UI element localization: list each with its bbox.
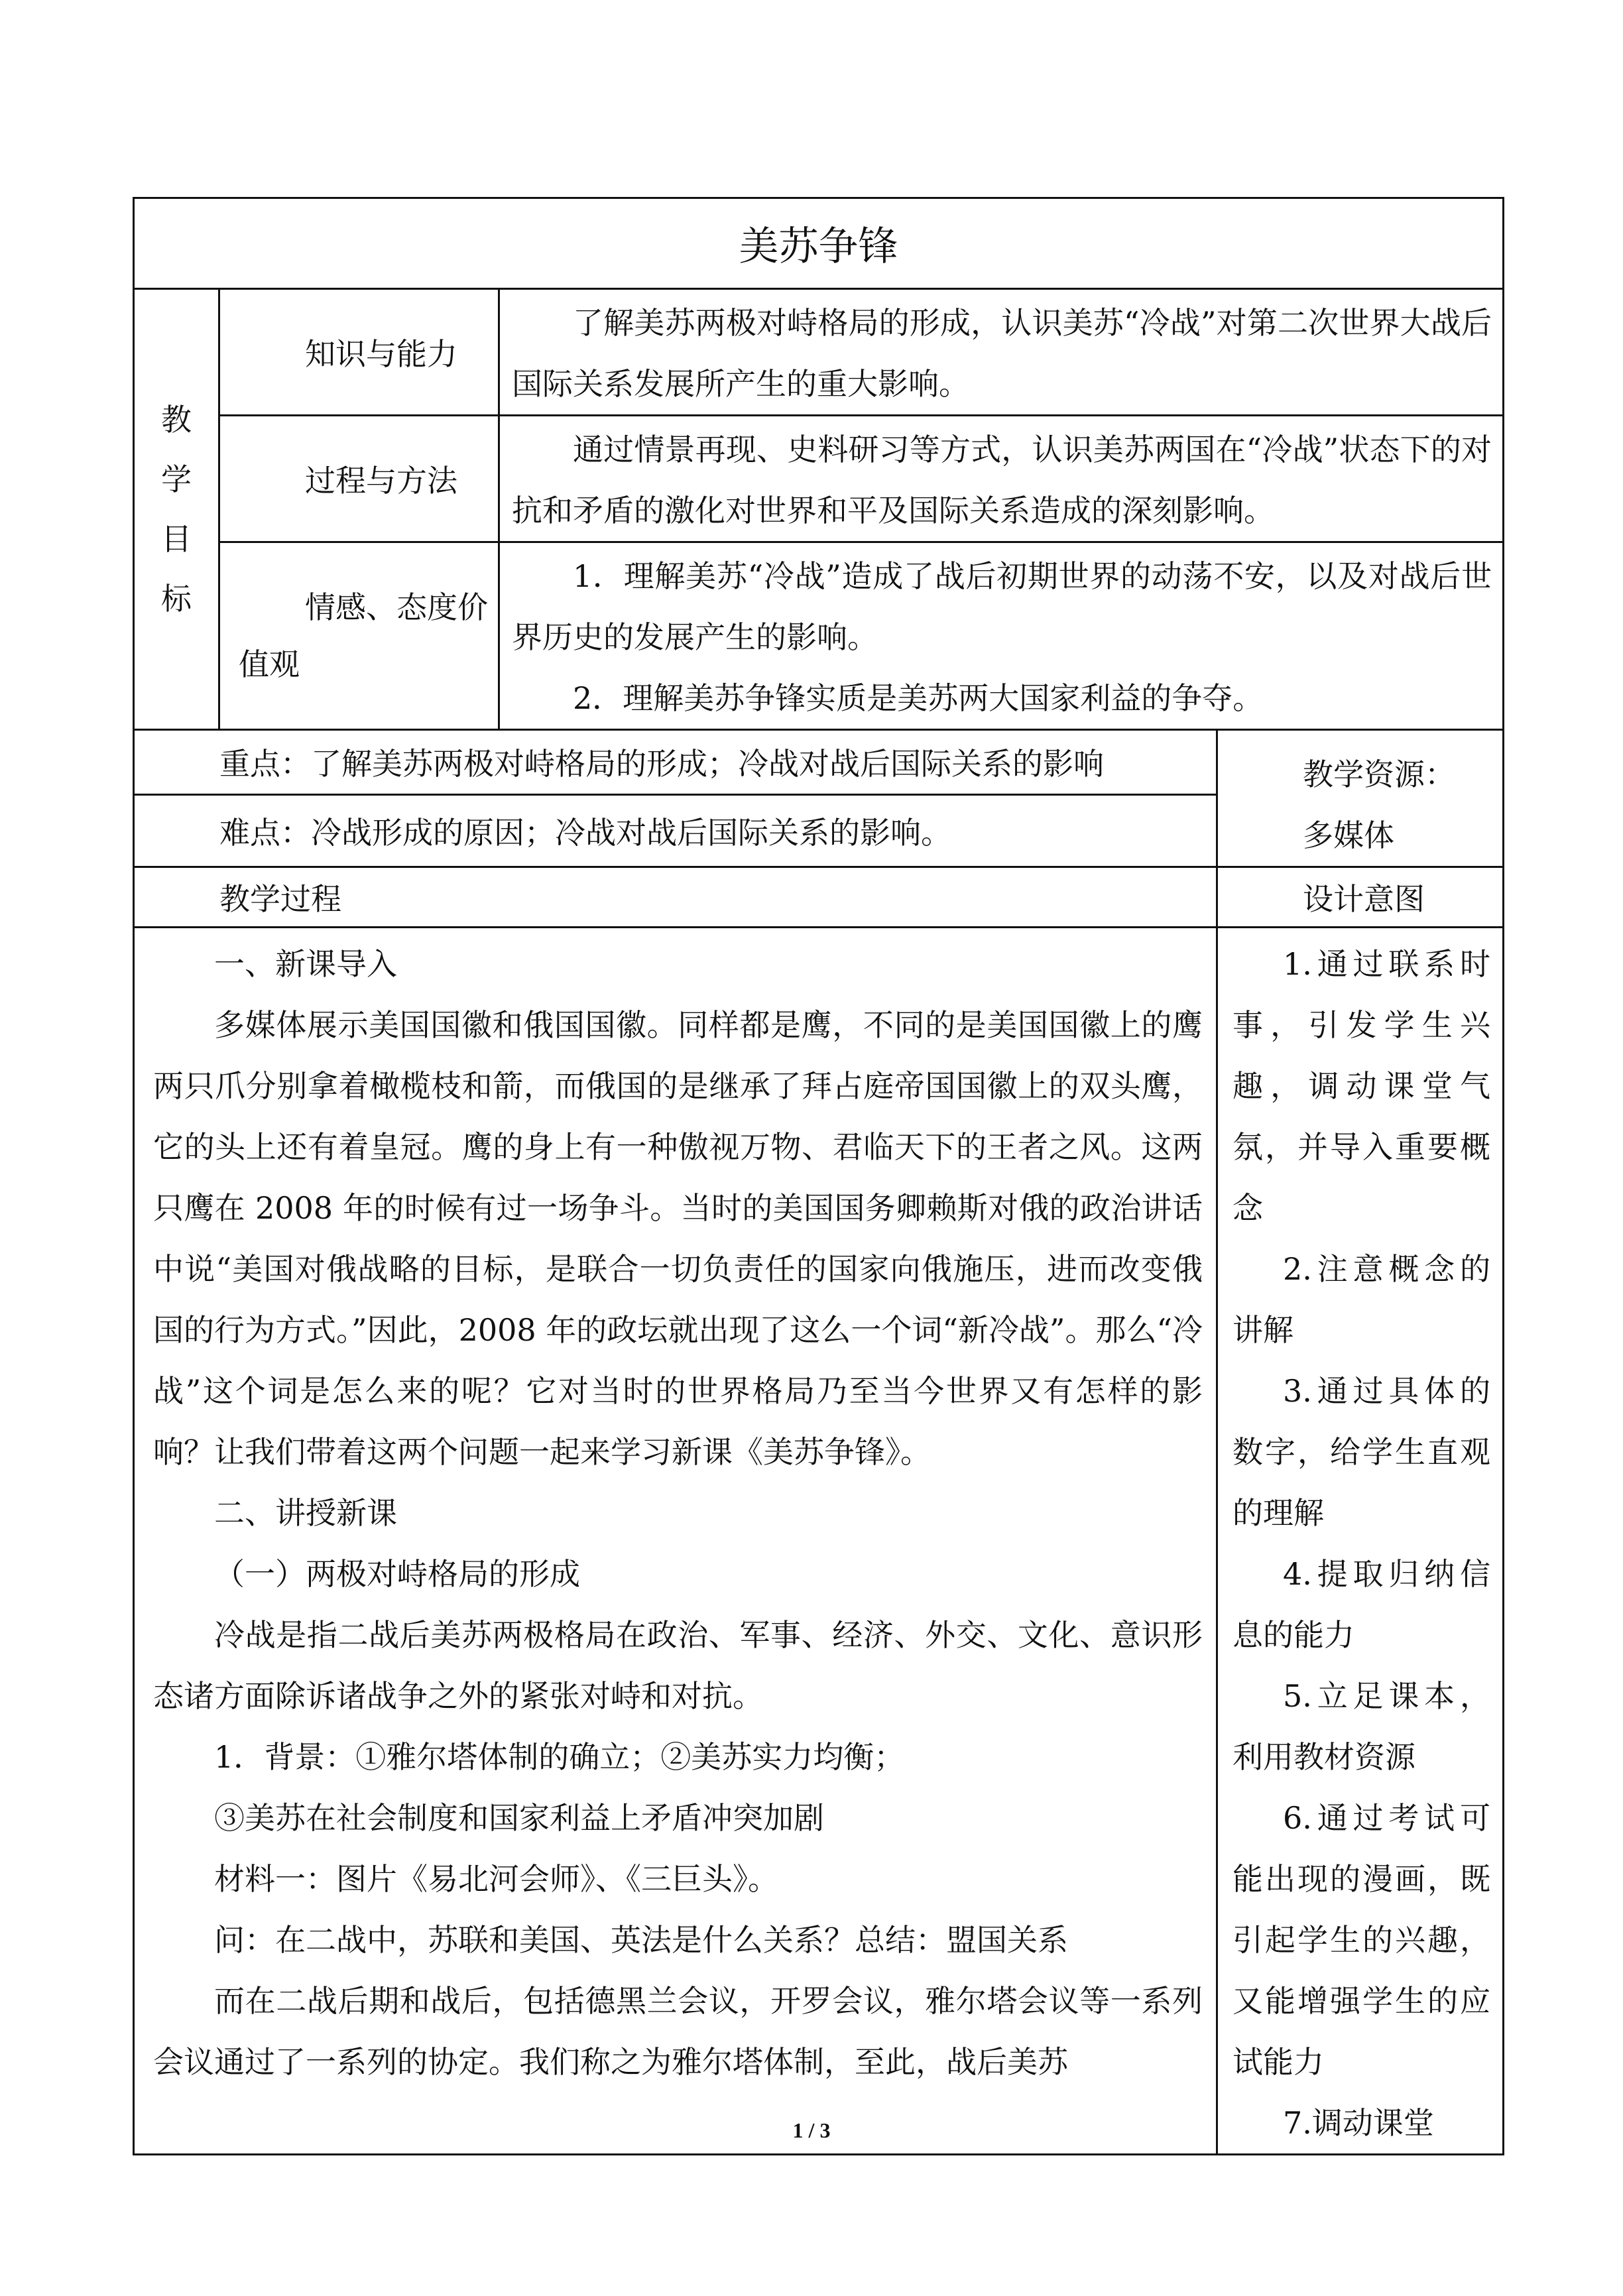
process-para-2: 二、讲授新课: [214, 1495, 397, 1531]
objective-row-knowledge: [134, 289, 1504, 416]
process-para-7: 材料一：图片《易北河会师》、《三巨头》。: [214, 1861, 778, 1897]
design-note-7: 7.调动课堂: [1283, 2105, 1434, 2141]
process-header: 教学过程: [134, 867, 1217, 928]
design-note-6: 6.通过考试可能出现的漫画，既引起学生的兴趣，又能增强学生的应试能力: [1232, 1800, 1490, 2080]
objectives-label: 教 学 目 标: [134, 289, 219, 730]
design-note-5: 5.立足课本，利用教材资源: [1232, 1678, 1490, 1775]
process-para-5: 1．背景：①雅尔塔体制的确立；②美苏实力均衡；: [214, 1739, 905, 1775]
design-note-2: 2.注意概念的讲解: [1232, 1251, 1490, 1348]
design-content: [1217, 928, 1504, 2155]
objective-text-knowledge: 了解美苏两极对峙格局的形成，认识美苏“冷战”对第二次世界大战后国际关系发展所产生的重大影响。: [499, 289, 1504, 416]
process-content-row: [134, 928, 1504, 2155]
process-content: [134, 928, 1217, 2155]
focus-row: [134, 730, 1504, 795]
objective-text-process: 通过情景再现、史料研习等方式，认识美苏两国在“冷战”状态下的对抗和矛盾的激化对世界和平及国际关系造成的深刻影响。: [499, 416, 1504, 542]
design-note-4: 4.提取归纳信息的能力: [1232, 1556, 1490, 1653]
objective-row-process: [134, 416, 1504, 542]
resources-value: 多媒体: [1303, 817, 1394, 853]
objective-emotion-point-2: 2．理解美苏争锋实质是美苏两大国家利益的争夺。: [573, 680, 1264, 716]
process-para-1: 多媒体展示美国国徽和俄国国徽。同样都是鹰，不同的是美国国徽上的鹰两只爪分别拿着橄榄枝和箭，而俄国的是继承了拜占庭帝国国徽上的双头鹰，它的头上还有着皇冠。鹰的身上有一种傲视万物、君临天下的王者之风。这两只鹰在 2008 年的时候有过一场争斗。当时的美国国务卿赖斯对俄的政治讲话中说“美国对俄战略的目标，是联合一切负责任的国家向俄施压，进而改变俄国的行为方式。”因此，2008 年的政坛就出现了这么一个词“新冷战”。那么“冷战”这个词是怎么来的呢？它对当时的世界格局乃至当今世界又有怎样的影响？让我们带着这两个问题一起来学习新课《美苏争锋》。: [153, 1007, 1203, 1470]
objective-name-knowledge: 知识与能力: [219, 289, 499, 416]
objective-name-emotion: 情感、态度价 值观: [219, 542, 499, 730]
title-row: [134, 198, 1504, 289]
objective-row-emotion: [134, 542, 1504, 730]
page-title: 美苏争锋: [134, 198, 1504, 289]
process-para-6: ③美苏在社会制度和国家利益上矛盾冲突加剧: [214, 1800, 824, 1836]
process-para-0: 一、新课导入: [214, 946, 397, 982]
page-number: 1 / 3: [792, 2118, 831, 2142]
process-para-9: 而在二战后期和战后，包括德黑兰会议，开罗会议，雅尔塔会议等一系列会议通过了一系列的协定。我们称之为雅尔塔体制，至此，战后美苏: [153, 1983, 1203, 2080]
process-para-3: （一）两极对峙格局的形成: [214, 1556, 580, 1592]
process-header-row: [134, 867, 1504, 928]
resources-cell: [1217, 730, 1504, 867]
focus-text: 重点：了解美苏两极对峙格局的形成；冷战对战后国际关系的影响: [134, 730, 1217, 795]
objective-name-process: 过程与方法: [219, 416, 499, 542]
lesson-plan-table: [133, 197, 1504, 2155]
process-para-8: 问：在二战中，苏联和美国、英法是什么关系？总结：盟国关系: [214, 1922, 1068, 1958]
design-header: 设计意图: [1217, 867, 1504, 928]
design-note-3: 3.通过具体的数字，给学生直观的理解: [1232, 1373, 1490, 1531]
objective-text-emotion: [499, 542, 1504, 730]
objective-emotion-point-1: 1．理解美苏“冷战”造成了战后初期世界的动荡不安，以及对战后世界历史的发展产生的影响。: [512, 558, 1492, 655]
process-para-4: 冷战是指二战后美苏两极格局在政治、军事、经济、外交、文化、意识形态诸方面除诉诸战争之外的紧张对峙和对抗。: [153, 1617, 1203, 1714]
difficulty-text: 难点：冷战形成的原因；冷战对战后国际关系的影响。: [134, 794, 1217, 867]
resources-label: 教学资源：: [1303, 756, 1455, 792]
design-note-1: 1.通过联系时事，引发学生兴趣，调动课堂气氛，并导入重要概念: [1232, 946, 1490, 1226]
